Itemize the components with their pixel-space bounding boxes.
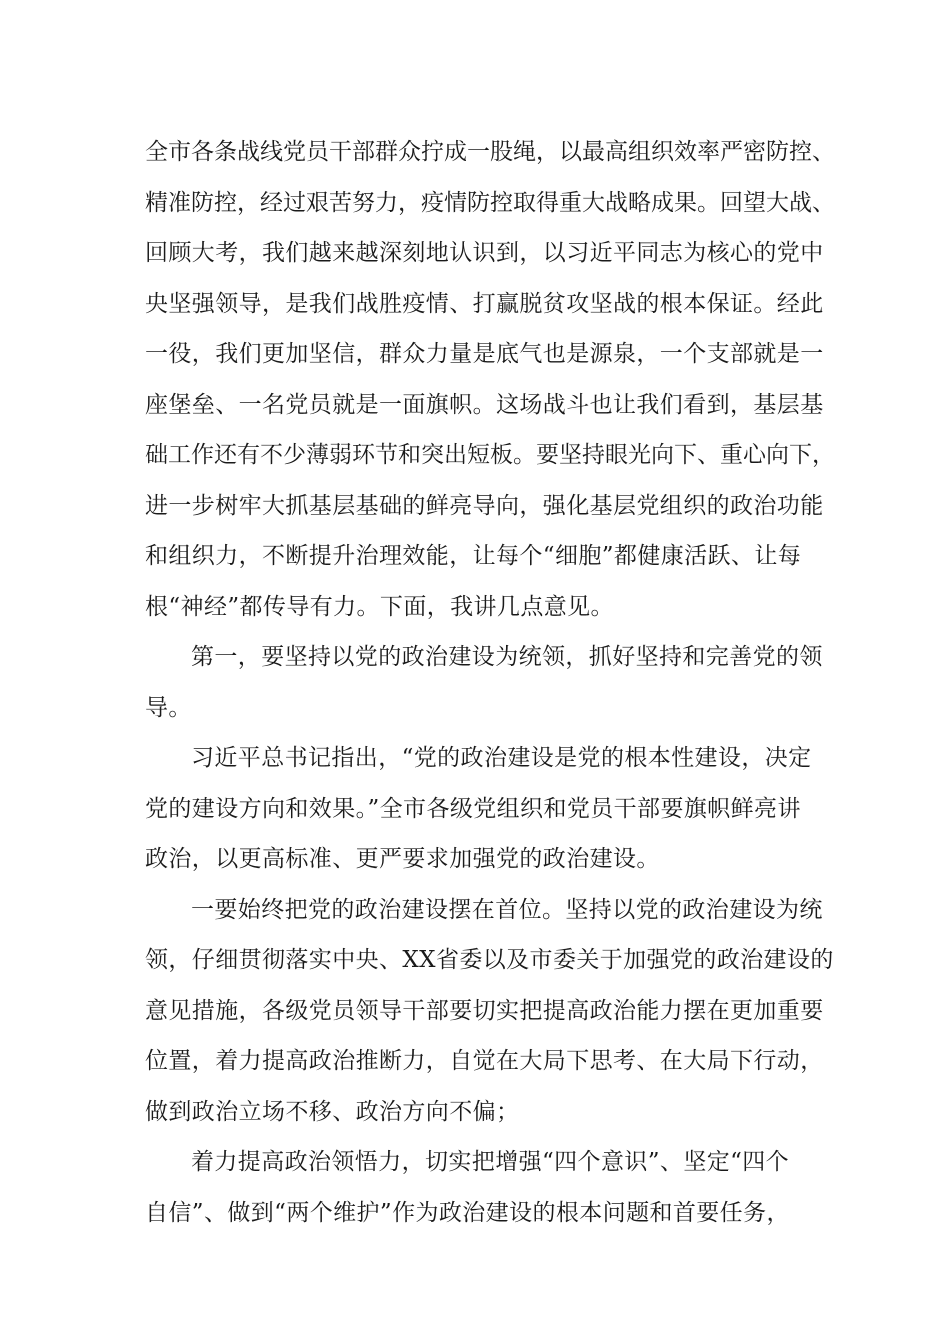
text-line: 回顾大考，我们越来越深刻地认识到，以习近平同志为核心的党中: [145, 240, 824, 266]
text-line: 位置，着力提高政治推断力，自觉在大局下思考、在大局下行动，: [145, 1048, 824, 1074]
text-line: 自信”、做到“两个维护”作为政治建设的根本问题和首要任务，: [145, 1199, 790, 1226]
text-line: 全市各条战线党员干部群众拧成一股绳，以最高组织效率严密防控、: [145, 139, 835, 165]
paragraph-start-line: 第一，要坚持以党的政治建设为统领，抓好坚持和完善党的领: [191, 644, 823, 670]
paragraph-start-line: 一要始终把党的政治建设摆在首位。坚持以党的政治建设为统: [191, 896, 823, 923]
text-line: 央坚强领导，是我们战胜疫情、打赢脱贫攻坚战的根本保证。经此: [145, 290, 824, 317]
text-line: 和组织力，不断提升治理效能，让每个“细胞”都健康活跃、让每: [145, 543, 802, 569]
text-line: 精准防控，经过艰苦努力，疫情防控取得重大战略成果。回望大战、: [145, 189, 835, 216]
text-line: 政治，以更高标准、更严要求加强党的政治建设。: [145, 846, 660, 872]
document-body: [145, 127, 835, 1238]
text-line: 进一步树牢大抓基层基础的鲜亮导向，强化基层党组织的政治功能: [145, 492, 824, 519]
text-line: 根“神经”都传导有力。下面，我讲几点意见。: [145, 593, 614, 620]
paragraph-start-line: 习近平总书记指出，“党的政治建设是党的根本性建设，决定: [191, 745, 812, 771]
text-line: 意见措施，各级党员领导干部要切实把提高政治能力摆在更加重要: [145, 997, 824, 1024]
text-line: 领，仔细贯彻落实中央、XX省委以及市委关于加强党的政治建设的: [145, 947, 834, 973]
text-line: 座堡垒、一名党员就是一面旗帜。这场战斗也让我们看到，基层基: [145, 391, 824, 418]
text-line: 础工作还有不少薄弱环节和突出短板。要坚持眼光向下、重心向下，: [145, 442, 835, 468]
text-line: 导。: [145, 694, 192, 721]
text-line: 一役，我们更加坚信，群众力量是底气也是源泉，一个支部就是一: [145, 341, 824, 367]
text-line: 做到政治立场不移、政治方向不偏；: [145, 1098, 520, 1125]
text-line: 党的建设方向和效果。”全市各级党组织和党员干部要旗帜鲜亮讲: [145, 795, 801, 822]
paragraph-start-line: 着力提高政治领悟力，切实把增强“四个意识”、坚定“四个: [191, 1149, 790, 1175]
